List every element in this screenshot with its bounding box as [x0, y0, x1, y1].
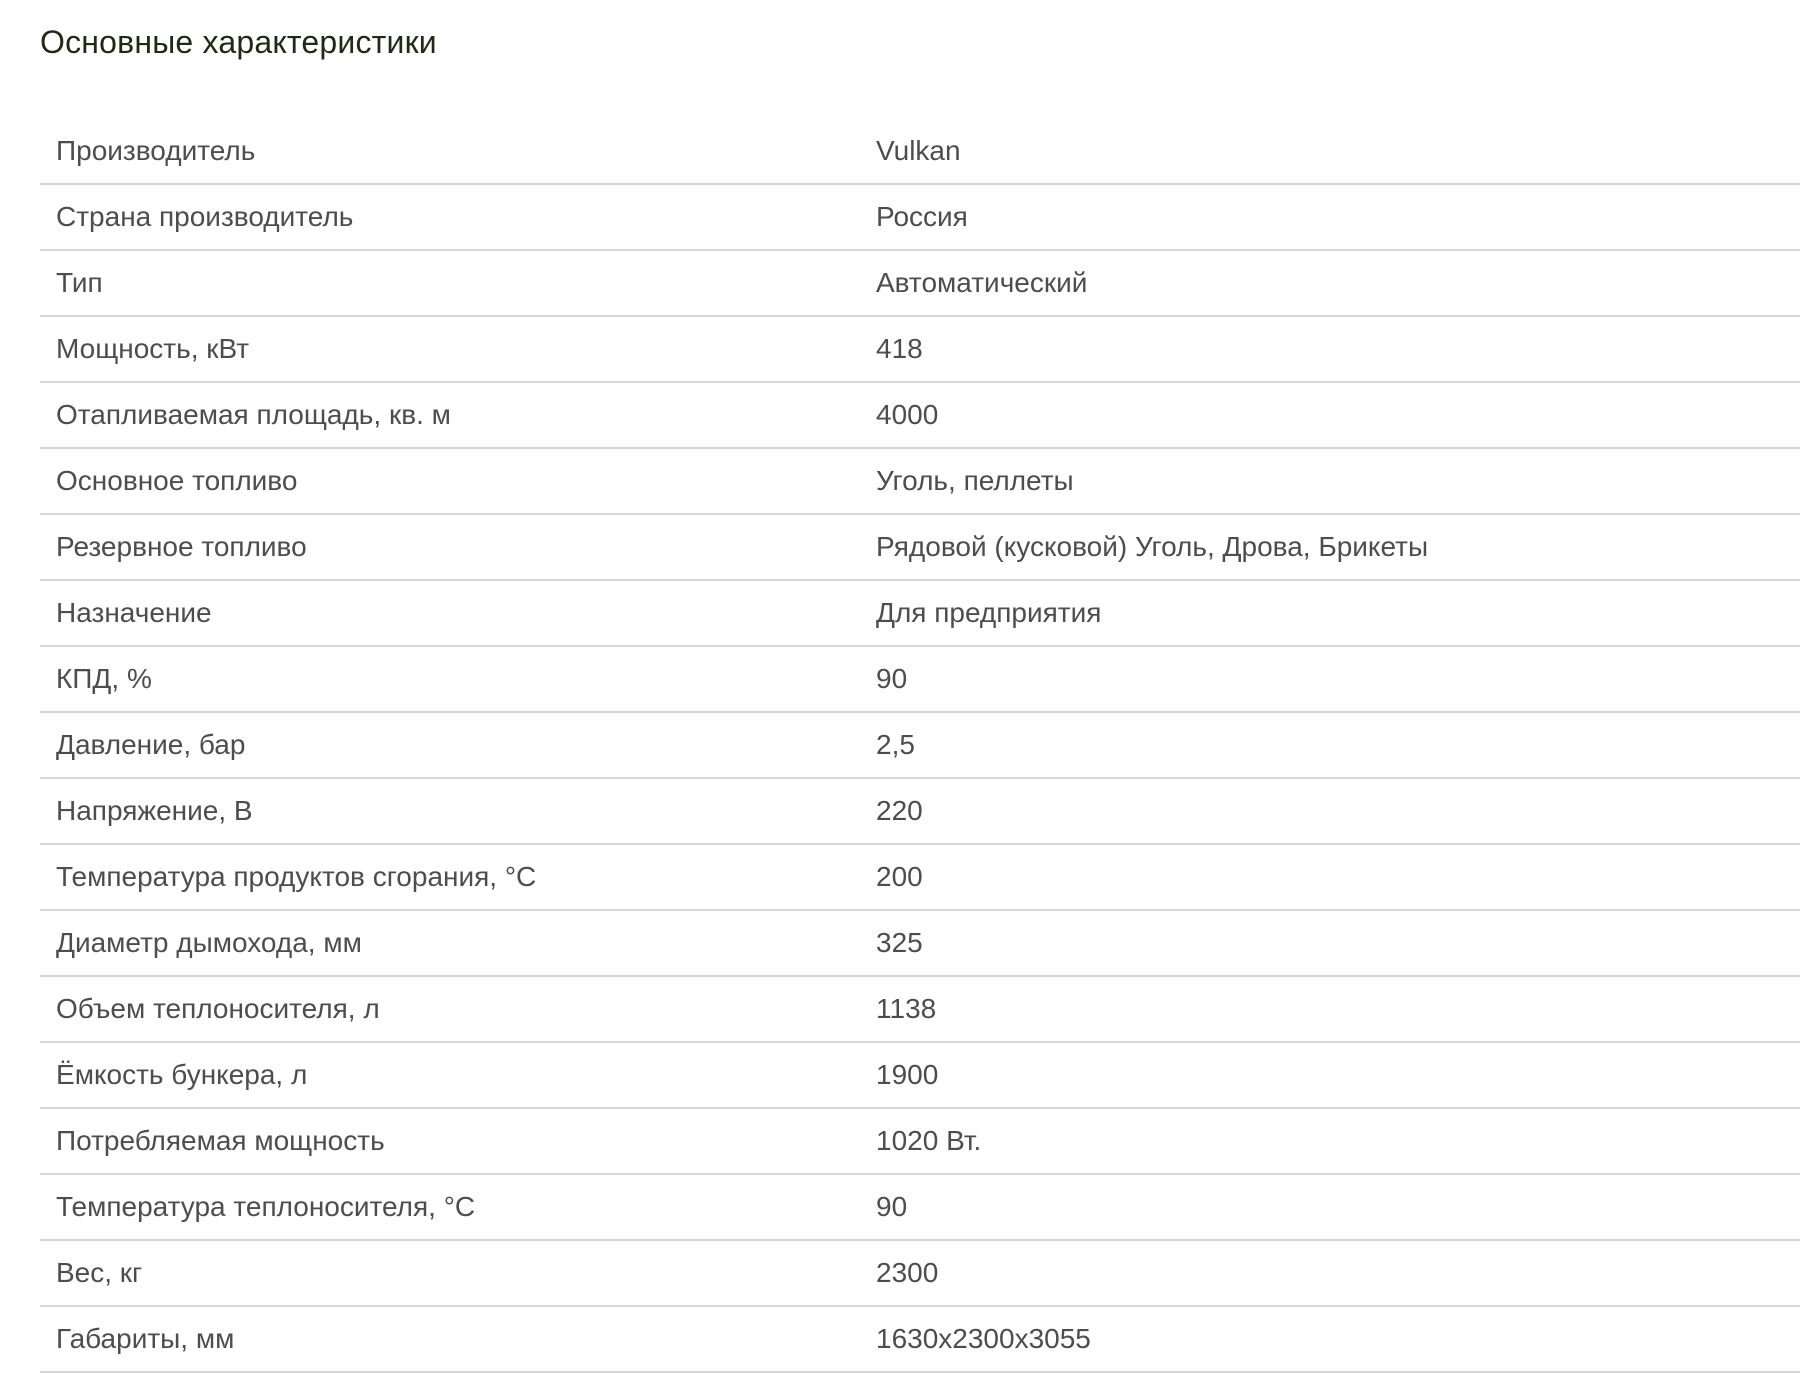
spec-label: Диаметр дымохода, мм	[40, 910, 860, 976]
table-row	[40, 514, 1800, 580]
table-row	[40, 118, 1800, 184]
section-title: Основные характеристики	[40, 24, 437, 60]
spec-value: 90	[860, 1174, 1800, 1240]
spec-label: Страна производитель	[40, 184, 860, 250]
spec-label: Основное топливо	[40, 448, 860, 514]
spec-label: Мощность, кВт	[40, 316, 860, 382]
table-row	[40, 712, 1800, 778]
spec-label: Тип	[40, 250, 860, 316]
spec-label: Температура теплоносителя, °С	[40, 1174, 860, 1240]
table-row	[40, 184, 1800, 250]
spec-label: Температура продуктов сгорания, °С	[40, 844, 860, 910]
spec-label: Давление, бар	[40, 712, 860, 778]
table-row	[40, 1108, 1800, 1174]
specs-table	[40, 118, 1800, 1373]
spec-label: Ёмкость бункера, л	[40, 1042, 860, 1108]
spec-value: 2300	[860, 1240, 1800, 1306]
table-row	[40, 1240, 1800, 1306]
spec-value: Для предприятия	[860, 580, 1800, 646]
spec-value: Автоматический	[860, 250, 1800, 316]
spec-label: Объем теплоносителя, л	[40, 976, 860, 1042]
table-row	[40, 382, 1800, 448]
spec-label: Напряжение, В	[40, 778, 860, 844]
table-row	[40, 250, 1800, 316]
spec-value: 4000	[860, 382, 1800, 448]
spec-value: 1138	[860, 976, 1800, 1042]
table-row	[40, 448, 1800, 514]
spec-value: 1630x2300x3055	[860, 1306, 1800, 1372]
spec-value: 1900	[860, 1042, 1800, 1108]
table-row	[40, 646, 1800, 712]
table-row	[40, 778, 1800, 844]
spec-label: Потребляемая мощность	[40, 1108, 860, 1174]
table-row	[40, 910, 1800, 976]
spec-label: КПД, %	[40, 646, 860, 712]
table-row	[40, 1042, 1800, 1108]
spec-value: 325	[860, 910, 1800, 976]
spec-value: 2,5	[860, 712, 1800, 778]
table-row	[40, 844, 1800, 910]
spec-value: Россия	[860, 184, 1800, 250]
spec-label: Габариты, мм	[40, 1306, 860, 1372]
spec-value: Рядовой (кусковой) Уголь, Дрова, Брикеты	[860, 514, 1800, 580]
spec-value: 200	[860, 844, 1800, 910]
spec-value: Vulkan	[860, 118, 1800, 184]
table-row	[40, 1174, 1800, 1240]
table-row	[40, 316, 1800, 382]
spec-value: 1020 Вт.	[860, 1108, 1800, 1174]
spec-value: 220	[860, 778, 1800, 844]
table-row	[40, 976, 1800, 1042]
spec-value: 418	[860, 316, 1800, 382]
spec-label: Производитель	[40, 118, 860, 184]
spec-label: Вес, кг	[40, 1240, 860, 1306]
table-row	[40, 580, 1800, 646]
spec-value: 90	[860, 646, 1800, 712]
spec-value: Уголь, пеллеты	[860, 448, 1800, 514]
spec-label: Резервное топливо	[40, 514, 860, 580]
spec-label: Отапливаемая площадь, кв. м	[40, 382, 860, 448]
table-row	[40, 1306, 1800, 1372]
spec-label: Назначение	[40, 580, 860, 646]
